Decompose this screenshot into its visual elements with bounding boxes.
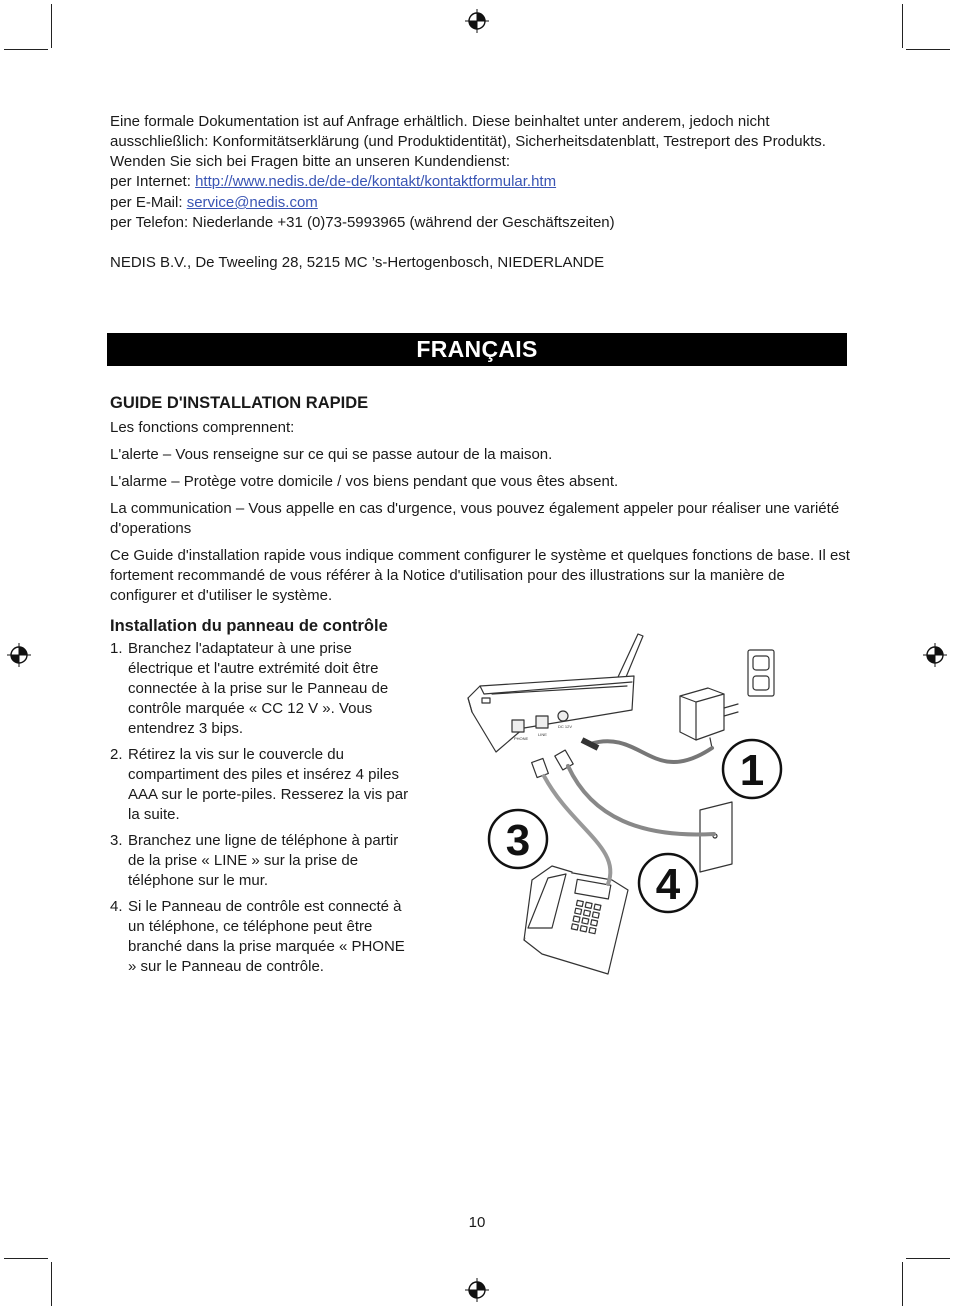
- crop-mark: [4, 1258, 48, 1259]
- crop-mark: [902, 4, 903, 48]
- alert-paragraph: L'alerte – Vous renseigne sur ce qui se passe autour de la maison.: [110, 446, 553, 463]
- callout-4: [639, 854, 697, 912]
- callout-1: [723, 740, 781, 798]
- registration-mark-icon: [464, 8, 490, 34]
- quick-install-heading: GUIDE D'INSTALLATION RAPIDE: [110, 394, 369, 412]
- contact-intro: Wenden Sie sich bei Fragen bitte an unseren Kundendienst:: [110, 153, 510, 170]
- phone-line: per Telefon: Niederlande +31 (0)73-5993965 (während der Geschäftszeiten): [110, 214, 615, 231]
- installation-subheading: Installation du panneau de contrôle: [110, 617, 388, 635]
- registration-mark-icon: [922, 642, 948, 668]
- list-item: [110, 897, 410, 977]
- svg-text:1: 1: [739, 746, 765, 795]
- step-text: Branchez l'adaptateur à une prise électrique et l'autre extrémité doit être connectée à la prise sur le Panneau de contrôle marquée « CC 12 V ». Vous entendrez 3 bips.: [128, 640, 389, 737]
- documentation-paragraph: Eine formale Dokumentation ist auf Anfrage erhältlich. Diese beinhaltet unter anderem, jedoch nicht ausschließlich: Konformitätserklärung (und Produktidentität), Sicherheitsdatenblatt, Testreport des Produkts.: [110, 113, 826, 150]
- installation-steps: [110, 639, 410, 977]
- port-label-line: LINE: [538, 732, 547, 737]
- crop-mark: [4, 49, 48, 50]
- crop-mark: [902, 1262, 903, 1306]
- list-item: [110, 831, 410, 891]
- registration-mark-icon: [6, 642, 32, 668]
- registration-mark-icon: [464, 1277, 490, 1303]
- guide-paragraph: Ce Guide d'installation rapide vous indique comment configurer le système et quelques fonctions de base. Il est fortement recommandé de vous référer à la Notice d'utilisation pour des illustrations sur la manière de configurer et d'utiliser le système.: [110, 547, 850, 604]
- step-text: Branchez une ligne de téléphone à partir de la prise « LINE » sur la prise de téléphone sur le mur.: [128, 832, 399, 889]
- crop-mark: [906, 49, 950, 50]
- email-link[interactable]: service@nedis.com: [186, 194, 318, 211]
- alarm-paragraph: L'alarme – Protège votre domicile / vos biens pendant que vous êtes absent.: [110, 473, 619, 490]
- intro-paragraph: Les fonctions comprennent:: [110, 419, 295, 436]
- list-item: [110, 639, 410, 739]
- communication-paragraph: La communication – Vous appelle en cas d'urgence, vous pouvez également appeler pour réaliser une variété d'operations: [110, 500, 840, 537]
- svg-text:3: 3: [505, 816, 531, 865]
- list-item: [110, 745, 410, 825]
- port-label-phone: PHONE: [514, 736, 529, 741]
- address-line: NEDIS B.V., De Tweeling 28, 5215 MC ’s-Hertogenbosch, NIEDERLANDE: [110, 254, 605, 271]
- page-number: 10: [468, 1214, 486, 1231]
- svg-text:4: 4: [655, 860, 681, 909]
- callout-3: [489, 810, 547, 868]
- step-text: Rétirez la vis sur le couvercle du compartiment des piles et insérez 4 piles AAA sur le porte-piles. Resserez la vis par la suite.: [128, 746, 409, 823]
- german-contact-section: [110, 112, 850, 273]
- port-label-dc: DC 12V: [558, 724, 573, 729]
- step-number: 4.: [110, 898, 123, 915]
- email-label: per E-Mail:: [110, 194, 187, 211]
- crop-mark: [906, 1258, 950, 1259]
- crop-mark: [51, 1262, 52, 1306]
- step-number: 3.: [110, 832, 123, 849]
- language-banner: FRANÇAIS: [107, 333, 847, 366]
- internet-link[interactable]: http://www.nedis.de/de-de/kontakt/kontaktformular.htm: [195, 173, 557, 190]
- email-line: [110, 193, 850, 213]
- step-number: 1.: [110, 640, 123, 657]
- internet-label: per Internet:: [110, 173, 196, 190]
- internet-line: [110, 172, 850, 192]
- step-number: 2.: [110, 746, 123, 763]
- installation-illustration: [462, 628, 792, 978]
- step-text: Si le Panneau de contrôle est connecté à un téléphone, ce téléphone peut être branché dans la prise marquée « PHONE » sur le Panneau de contrôle.: [128, 898, 405, 975]
- crop-mark: [51, 4, 52, 48]
